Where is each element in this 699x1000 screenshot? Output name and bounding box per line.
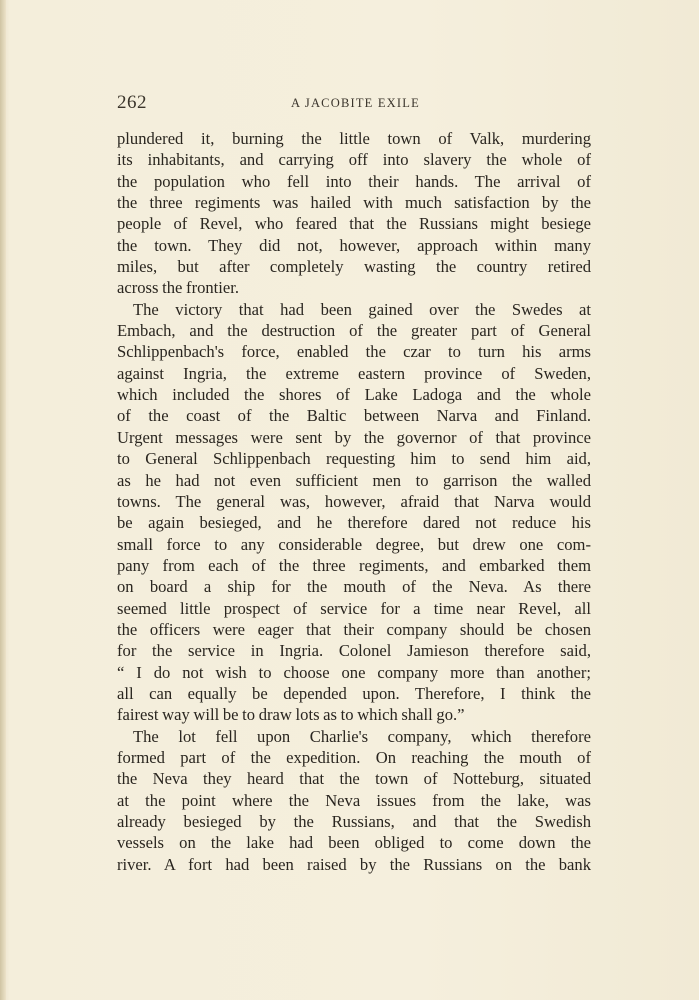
text-line: all can equally be depended upon. Therefore, I think the [117, 683, 591, 703]
text-line: small force to any considerable degree, but drew one com- [117, 534, 591, 554]
text-line: towns. The general was, however, afraid that Narva would [117, 491, 591, 511]
page-header [117, 92, 594, 114]
running-head: A JACOBITE EXILE [291, 96, 420, 110]
text-line: Schlippenbach's force, enabled the czar to turn his arms [117, 342, 591, 362]
text-line: plundered it, burning the little town of Valk, murdering [117, 129, 591, 148]
text-line: seemed little prospect of service for a time near Revel, all [117, 598, 591, 618]
text-line: the officers were eager that their company should be chosen [117, 619, 591, 639]
page-number: 262 [117, 92, 147, 113]
text-line: of the coast of the Baltic between Narva and Finland. [117, 406, 591, 426]
text-line: miles, but after completely wasting the country retired [117, 257, 591, 277]
text-line: Embach, and the destruction of the greater part of General [117, 321, 591, 341]
text-line: the three regiments was hailed with much satisfaction by the [117, 193, 591, 213]
text-line: against Ingria, the extreme eastern province of Sweden, [117, 363, 591, 383]
text-line: vessels on the lake had been obliged to come down the [117, 833, 591, 853]
text-line: Urgent messages were sent by the governor of that province [117, 427, 591, 447]
text-line: the town. They did not, however, approach within many [117, 235, 591, 255]
text-line: pany from each of the three regiments, and embarked them [117, 555, 591, 575]
text-line: to General Schlippenbach requesting him to send him aid, [117, 449, 591, 469]
text-line: across the frontier. [117, 278, 240, 298]
text-line: already besieged by the Russians, and that the Swedish [117, 812, 591, 831]
text-line: for the service in Ingria. Colonel Jamieson therefore said, [117, 641, 591, 661]
text-line: the population who fell into their hands. The arrival of [117, 171, 591, 191]
text-line: which included the shores of Lake Ladoga and the whole [117, 385, 591, 405]
text-line: “ I do not wish to choose one company more than another; [117, 662, 591, 682]
text-line: as he had not even sufficient men to garrison the walled [117, 470, 591, 490]
text-line: fairest way will be to draw lots as to which shall go.” [117, 705, 465, 725]
text-line: people of Revel, who feared that the Russians might besiege [117, 214, 591, 234]
text-line: at the point where the Neva issues from the lake, was [117, 790, 591, 810]
text-line: be again besieged, and he therefore dared not reduce his [117, 513, 591, 533]
page-gutter-edge [0, 0, 6, 1000]
text-line: river. A fort had been raised by the Russians on the bank [117, 854, 591, 874]
text-line: The victory that had been gained over the Swedes at [133, 299, 591, 319]
text-line: on board a ship for the mouth of the Neva. As there [117, 577, 591, 597]
text-line: formed part of the expedition. On reaching the mouth of [117, 747, 591, 767]
text-line: The lot fell upon Charlie's company, which therefore [133, 726, 591, 746]
text-line: its inhabitants, and carrying off into slavery the whole of [117, 150, 591, 170]
body-text [117, 128, 591, 875]
text-line: the Neva they heard that the town of Notteburg, situated [117, 769, 591, 789]
